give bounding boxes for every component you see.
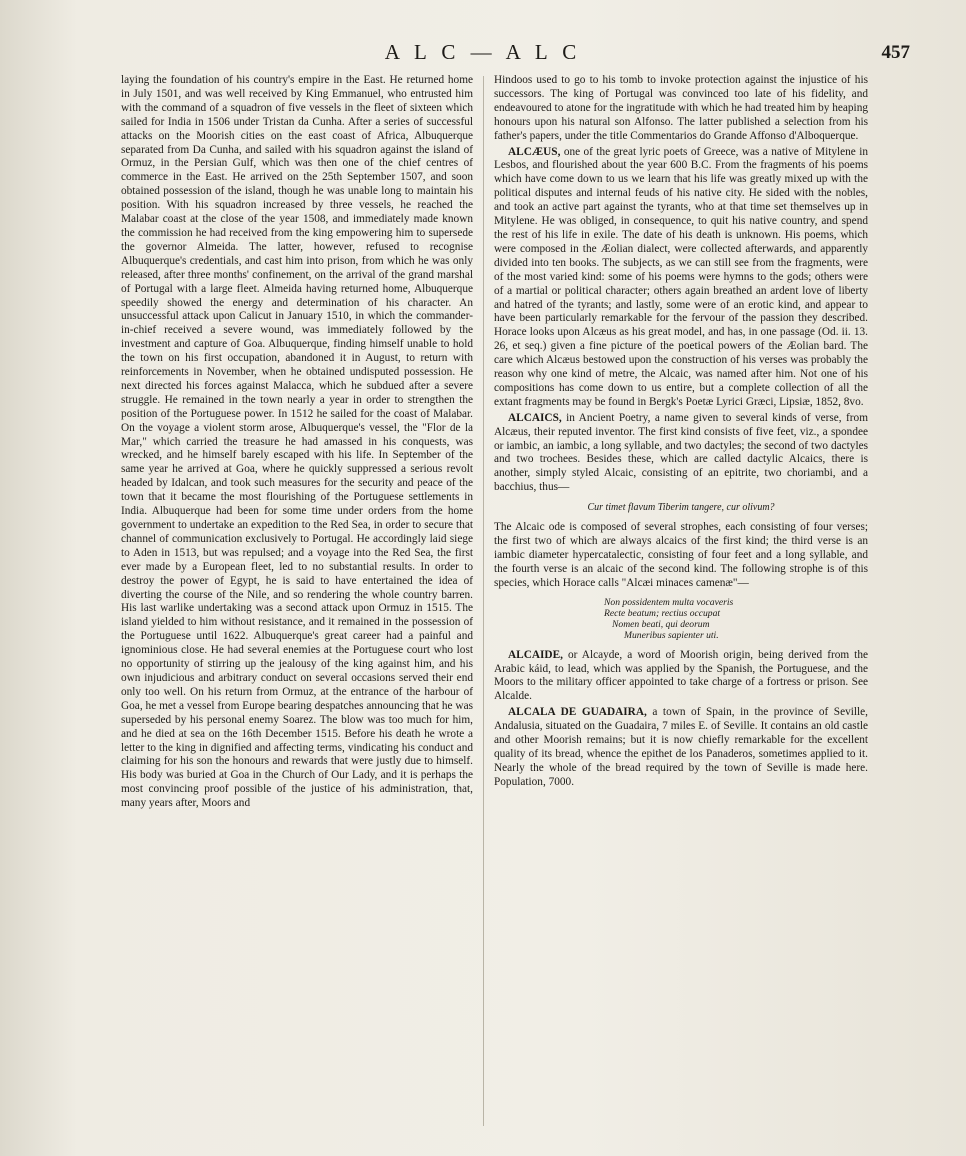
strophe-line: Nomen beati, qui deorum	[612, 618, 710, 630]
headword-alcaide: ALCAIDE,	[508, 648, 563, 661]
right-column	[494, 74, 868, 792]
running-head	[0, 34, 966, 66]
running-title: A L C — A L C	[384, 40, 582, 64]
headword-alcala: ALCALA DE GUADAIRA,	[508, 706, 647, 719]
verse-example: Cur timet flavum Tiberim tangere, cur olivum?	[587, 502, 775, 514]
entry-alcaide-text: or Alcayde, a word of Moorish origin, being derived from the Arabic káid, to lead, which was applied by the Spanish, the Portuguese, and the Moors to the military officer appointed to take charge of a fortress or prison. See Alcalde.	[494, 648, 868, 703]
strophe-line: Non possidentem multa vocaveris	[604, 596, 734, 608]
albuquerque-ending: Hindoos used to go to his tomb to invoke protection against the injustice of his successors. The king of Portugal was convinced too late of his fidelity, and endeavoured to atone for the ingratitude with which he had treated him by heaping honours upon his natural son Alfonso. The latter published a selection from his father's papers, under the title Commentarios do Grande Affonso d'Alboquerque.	[494, 74, 868, 142]
entry-alcaide	[494, 649, 868, 705]
entry-alcaeus-text: one of the great lyric poets of Greece, was a native of Mitylene in Lesbos, and flourished about the year 600 B.C. From the fragments of his poems which have come down to us we learn that his life was greatly mixed up with the political disputes and internal feuds of his native city. He sided with the nobles, and took an active part against the tyrants, who at that time set themselves up in Mitylene. He was obliged, in consequence, to quit his native country, and spend the rest of his life in exile. The date of his death is unknown. His poems, which were composed in the Æolian dialect, were collected afterwards, and apparently divided into ten books. The subjects, as we can still see from the fragments, were of the most varied kind: some of his poems were hymns to the gods; others were of a martial or political character; others again breathed an ardent love of liberty and hatred of the tyrants; and lastly, some were of an erotic kind, and appear to have been particularly remarkable for the fervour of the passion they described. Horace looks upon Alcæus as his great model, and has, in one passage (Od. ii. 13. 26, et seq.) given a fine picture of the poetical powers of the Æolian bard. The care which Alcæus bestowed upon the construction of his verses was probably the reason why one kind of metre, the Alcaic, was named after him. Not one of his compositions has come down to us entire, but a complete collection of all the extant fragments may be found in Bergk's Poetæ Lyrici Græci, Lipsiæ, 1852, 8vo.	[494, 145, 868, 408]
strophe-line: Muneribus sapienter uti.	[624, 629, 719, 641]
albuquerque-continuation: laying the foundation of his country's empire in the East. He returned home in July 1501, and was well received by King Emmanuel, who entrusted him with the command of a squadron of five vessels in the fleet of sixteen which sailed for India in 1506 under Tristan da Cunha. After a series of successful attacks on the Moorish cities on the east coast of Africa, Albuquerque separated from Da Cunha, and sailed with his squadron against the island of Ormuz, in the Persian Gulf, which was then one of the chief centres of commerce in the East. He arrived on the 25th September 1507, and soon obtained possession of the island, though he was unable long to maintain his position. With his squadron increased by three vessels, he reached the Malabar coast at the close of the year 1508, and immediately made known the commission he had received from the king empowering him to supersede the governor Almeida. The latter, however, refused to recognise Albuquerque's credentials, and cast him into prison, from which he was only released, after three months' confinement, on the arrival of the grand marshal of Portugal with a large fleet. Almeida having returned home, Albuquerque speedily showed the energy and determination of his character. An unsuccessful attack upon Calicut in January 1510, in which the commander-in-chief received a severe wound, was immediately followed by the investment and capture of Goa. Albuquerque, finding himself unable to hold the town on his first occupation, abandoned it in August, to return with reinforcements in November, when he obtained undisputed possession. He next directed his forces against Malacca, which he subdued after a severe struggle. He remained in the town nearly a year in order to strengthen the position of the Portuguese power. In 1512 he sailed for the coast of Malabar. On the voyage a violent storm arose, Albuquerque's vessel, the "Flor de la Mar," which carried the treasure he had amassed in his conquests, was wrecked, and he himself barely escaped with his life. In September of the same year he arrived at Goa, where he quickly suppressed a serious revolt headed by Idalcan, and took such measures for the security and peace of the town that it became the most flourishing of the Portuguese settlements in India. Albuquerque had been for some time under orders from the home government to undertake an expedition to the Red Sea, in order to secure that channel of communication exclusively to Portugal. He accordingly laid siege to Aden in 1513, but was repulsed; and a voyage into the Red Sea, the first ever made by a European fleet, led to no substantial results. In order to destroy the power of Egypt, he is said to have entertained the idea of diverting the course of the Nile, and so rendering the whole country barren. His last warlike undertaking was a second attack upon Ormuz in 1515. The island yielded to him without resistance, and it remained in the possession of the Portuguese until 1622. Albuquerque's great career had a painful and ignominious close. He had several enemies at the Portuguese court who lost no opportunity of stirring up the jealousy of the king against him, and his own injudicious and arbitrary conduct on several occasions served their end only too well. On his return from Ormuz, at the entrance of the harbour of Goa, he met a vessel from Europe bearing despatches announcing that he was superseded by his personal enemy Soarez. The blow was too much for him, and he died at sea on the 16th December 1515. Before his death he wrote a letter to the king in dignified and affecting terms, vindicating his conduct and claiming for his son the honours and rewards that were justly due to himself. His body was buried at Goa in the Church of Our Lady, and it is perhaps the most convincing proof possible of the justice of his administration, that, many years after, Moors and	[121, 74, 473, 810]
headword-alcaics: ALCAICS,	[508, 411, 562, 424]
left-column	[121, 74, 473, 813]
entry-alcala	[494, 706, 868, 789]
column-divider	[483, 76, 484, 1126]
entry-alcaeus	[494, 146, 868, 410]
entry-alcaics	[494, 412, 868, 495]
entry-alcaics-text: in Ancient Poetry, a name given to several kinds of verse, from Alcæus, their reputed inventor. The first kind consists of five feet, viz., a spondee or iambic, an iambic, a long syllable, and two dactyles; the second of two dactyles and two trochees. Besides these, which are called dactylic Alcaics, there is another, simply styled Alcaic, consisting of an epitrite, two choriambi, and a bacchius, thus—	[494, 411, 868, 494]
entry-alcala-text: a town of Spain, in the province of Seville, Andalusia, situated on the Guadaira, 7 miles E. of Seville. It contains an old castle and other Moorish remains; but it is now chiefly remarkable for the excellent quality of its bread, whence the epithet de los Panaderos, sometimes applied to it. Nearly the whole of the bread required by the town of Seville is made here. Population, 7000.	[494, 706, 868, 788]
strophe-line: Recte beatum; rectius occupat	[604, 607, 721, 619]
headword-alcaeus: ALCÆUS,	[508, 145, 561, 158]
page-number: 457	[881, 42, 910, 63]
alcaic-ode-paragraph: The Alcaic ode is composed of several strophes, each consisting of four verses; the first two of which are always alcaics of the first kind; the third verse is an iambic diameter hypercatalectic, consisting of four feet and a long syllable, and the fourth verse is an alcaic of the second kind. The following strophe is of this species, which Horace calls "Alcæi minaces camenæ"—	[494, 521, 868, 589]
horace-strophe	[494, 597, 868, 641]
